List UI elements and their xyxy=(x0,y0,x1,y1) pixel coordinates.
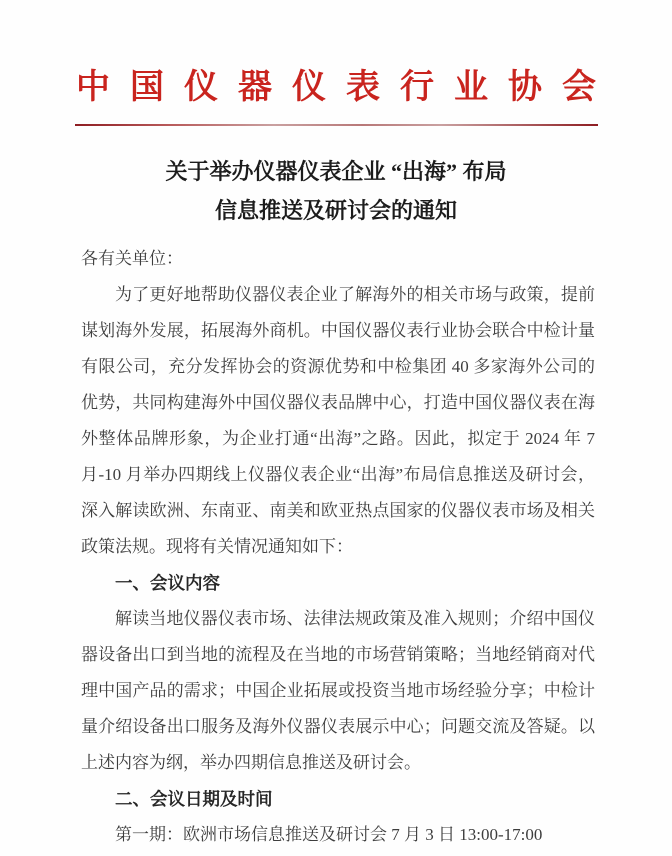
body-line: 理中国产品的需求；中国企业拓展或投资当地市场经验分享；中检计 xyxy=(81,681,595,700)
body-line: 政策法规。现将有关情况通知如下： xyxy=(81,537,353,556)
body-line: 有限公司，充分发挥协会的资源优势和中检集团 40 多家海外公司的 xyxy=(81,357,595,376)
body-line: 外整体品牌形象，为企业打通“出海”之路。因此，拟定于 2024 年 7 xyxy=(81,429,595,448)
body-line: 器设备出口到当地的流程及在当地的市场营销策略；当地经销商对代 xyxy=(81,645,595,664)
section-heading: 一、会议内容 xyxy=(115,573,220,593)
body-line: 谋划海外发展，拓展海外商机。中国仪器仪表行业协会联合中检计量 xyxy=(81,321,595,340)
body-line: 量介绍设备出口服务及海外仪器仪表展示中心；问题交流及答疑。以 xyxy=(81,717,595,736)
document-title-line2: 信息推送及研讨会的通知 xyxy=(214,198,457,223)
body-line: 上述内容为纲，举办四期信息推送及研讨会。 xyxy=(81,753,421,772)
document-title-line1: 关于举办仪器仪表企业 “出海” 布局 xyxy=(165,159,507,184)
body-line: 月-10 月举办四期线上仪器仪表企业“出海”布局信息推送及研讨会， xyxy=(81,465,595,484)
body-line: 深入解读欧洲、东南亚、南美和欧亚热点国家的仪器仪表市场及相关 xyxy=(81,501,595,520)
letterhead-org-name: 中国仪器仪表行业协会 xyxy=(76,69,616,106)
body-line: 解读当地仪器仪表市场、法律法规政策及准入规则；介绍中国仪 xyxy=(115,609,595,628)
document-body xyxy=(81,241,595,853)
body-line: 为了更好地帮助仪器仪表企业了解海外的相关市场与政策，提前 xyxy=(115,285,595,304)
body-line: 各有关单位： xyxy=(81,249,183,268)
body-line: 优势，共同构建海外中国仪器仪表品牌中心，打造中国仪器仪表在海 xyxy=(81,393,595,412)
letterhead-divider xyxy=(75,124,598,126)
document-title xyxy=(0,152,672,230)
body-line: 第一期：欧洲市场信息推送及研讨会 7 月 3 日 13:00-17:00 xyxy=(115,825,543,844)
section-heading: 二、会议日期及时间 xyxy=(115,789,273,809)
